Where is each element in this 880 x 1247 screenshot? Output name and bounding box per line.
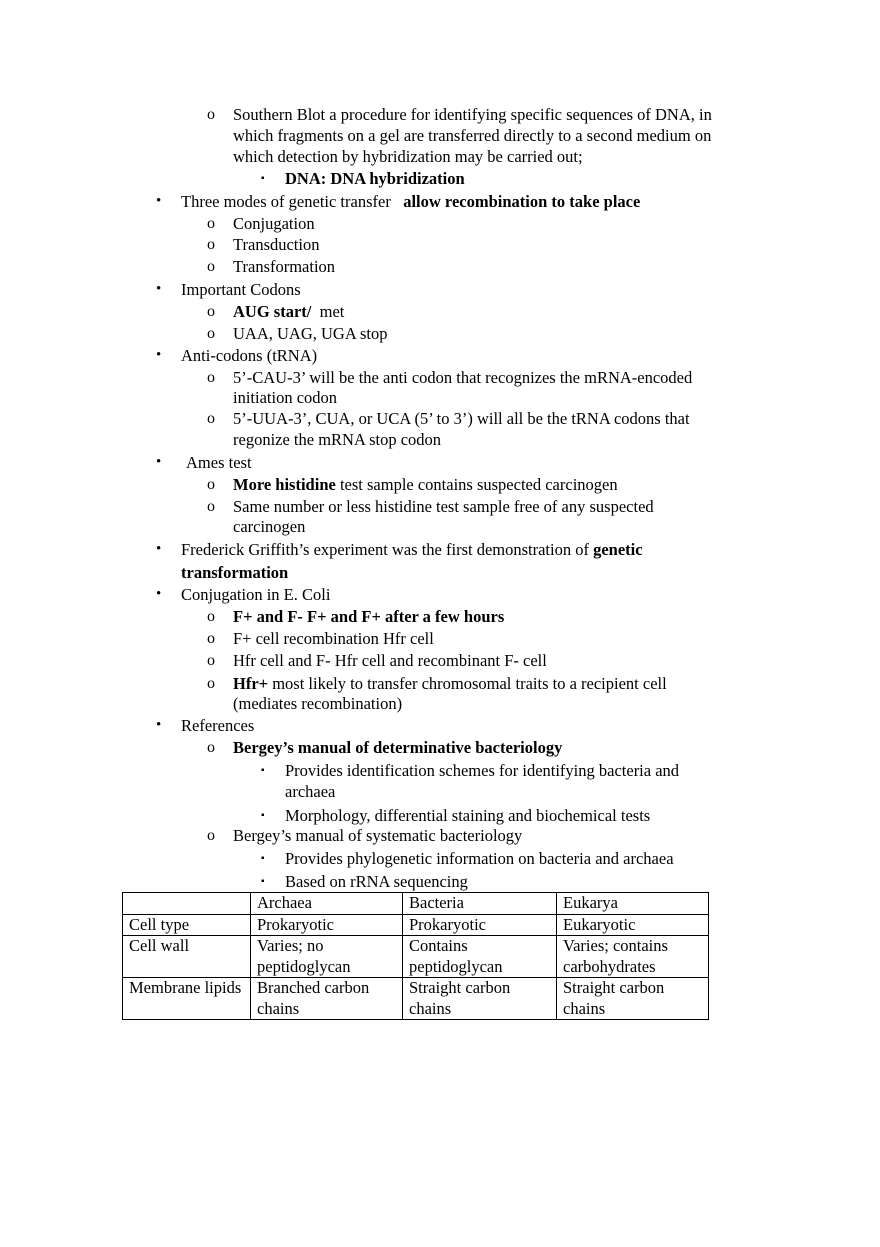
codons-start [233,301,344,322]
circle-bullet: o [207,630,215,647]
southern-line-3: which detection by hybridization may be carried out; [233,147,583,166]
conjugation-item2: F+ cell recombination Hfr cell [233,629,434,648]
table-cell: Straight carbon chains [403,978,557,1020]
table-cell: Straight carbon chains [557,978,709,1020]
table-header-cell: Eukarya [557,893,709,915]
table-cell: Prokaryotic [251,914,403,936]
southern-sub: DNA: DNA hybridization [285,169,465,188]
references-sys-item2: Based on rRNA sequencing [285,872,468,891]
modes-item: Conjugation [233,214,315,233]
codons-start-rest: met [319,302,345,321]
circle-bullet: o [207,608,215,625]
references-sys-title: Bergey’s manual of systematic bacteriology [233,826,523,845]
circle-bullet: o [207,215,215,232]
modes-lead-bold: allow recombination to take place [403,192,641,211]
codons-start-bold: AUG start/ [233,302,312,321]
anticodons-item1-line1: 5’-CAU-3’ will be the anti codon that recognizes the mRNA-encoded [233,368,693,387]
bullet: • [156,454,162,470]
table-row [123,936,709,978]
anticodons-item1-line2: initiation codon [233,388,338,407]
circle-bullet: o [207,106,215,123]
codons-lead: Important Codons [181,280,301,299]
conjugation-item3: Hfr cell and F- Hfr cell and recombinant F- cell [233,651,547,670]
table-cell: Varies; contains carbohydrates [557,936,709,978]
anticodons-item2-line1: 5’-UUA-3’, CUA, or UCA (5’ to 3’) will all be the tRNA codons that [233,409,690,428]
conjugation-item4-bold: Hfr+ [233,674,269,693]
references-det-item1-line1: Provides identification schemes for identifying bacteria and [285,761,680,780]
griffith-bold1: genetic [593,540,643,559]
circle-bullet: o [207,325,215,342]
griffith-text: Frederick Griffith’s experiment was the first demonstration of [181,540,589,559]
southern-line-1: Southern Blot a procedure for identifying specific sequences of DNA, in [233,105,712,124]
table-cell: Eukaryotic [557,914,709,936]
domains-table [122,892,709,1020]
circle-bullet: o [207,236,215,253]
circle-bullet: o [207,410,215,427]
anticodons-item2-line2: regonize the mRNA stop codon [233,430,442,449]
references-det-item1-line2: archaea [285,782,336,801]
references-sys-item1: Provides phylogenetic information on bacteria and archaea [285,849,674,868]
ames-item1 [233,474,618,495]
table-cell: Membrane lipids [123,978,251,1020]
ames-item1-bold: More histidine [233,475,336,494]
circle-bullet: o [207,476,215,493]
references-det-title: Bergey’s manual of determinative bacteriology [233,738,563,757]
square-bullet: ▪ [261,876,265,887]
references-det-item2: Morphology, differential staining and biochemical tests [285,806,651,825]
modes-item: Transduction [233,235,320,254]
bullet: • [156,717,162,733]
circle-bullet: o [207,652,215,669]
table-header-cell: Bacteria [403,893,557,915]
bullet: • [156,347,162,363]
griffith-line1 [181,539,643,560]
griffith-line2: transformation [181,563,289,582]
conjugation-item4-rest: most likely to transfer chromosomal traits to a recipient cell [272,674,667,693]
ames-item2-line1: Same number or less histidine test sample free of any suspected [233,497,654,516]
table-cell: Branched carbon chains [251,978,403,1020]
conjugation-item4 [233,673,667,694]
references-lead: References [181,716,255,735]
square-bullet: ▪ [261,765,265,776]
conjugation-item1: F+ and F- F+ and F+ after a few hours [233,607,505,626]
table-header-row [123,893,709,915]
conjugation-lead: Conjugation in E. Coli [181,585,331,604]
table-cell: Cell wall [123,936,251,978]
bullet: • [156,281,162,297]
modes-lead [181,191,640,212]
table-cell: Contains peptidoglycan [403,936,557,978]
square-bullet: ▪ [261,853,265,864]
southern-line-2: which fragments on a gel are transferred directly to a second medium on [233,126,712,145]
table-row [123,978,709,1020]
table-header-cell: Archaea [251,893,403,915]
circle-bullet: o [207,369,215,386]
modes-lead-text: Three modes of genetic transfer [181,192,391,211]
bullet: • [156,541,162,557]
table-header-cell [123,893,251,915]
circle-bullet: o [207,498,215,515]
anticodons-lead: Anti-codons (tRNA) [181,346,318,365]
bullet: • [156,193,162,209]
circle-bullet: o [207,827,215,844]
square-bullet: ▪ [261,173,265,184]
circle-bullet: o [207,303,215,320]
table-cell: Cell type [123,914,251,936]
bullet: • [156,586,162,602]
conjugation-item4-cont: (mediates recombination) [233,694,403,713]
circle-bullet: o [207,739,215,756]
table-cell: Prokaryotic [403,914,557,936]
ames-lead: Ames test [186,453,252,472]
ames-item1-rest: test sample contains suspected carcinogen [339,475,618,494]
ames-item2-line2: carcinogen [233,517,306,536]
square-bullet: ▪ [261,810,265,821]
table-cell: Varies; no peptidoglycan [251,936,403,978]
circle-bullet: o [207,258,215,275]
table-row [123,914,709,936]
circle-bullet: o [207,675,215,692]
codons-stop: UAA, UAG, UGA stop [233,324,388,343]
modes-item: Transformation [233,257,336,276]
